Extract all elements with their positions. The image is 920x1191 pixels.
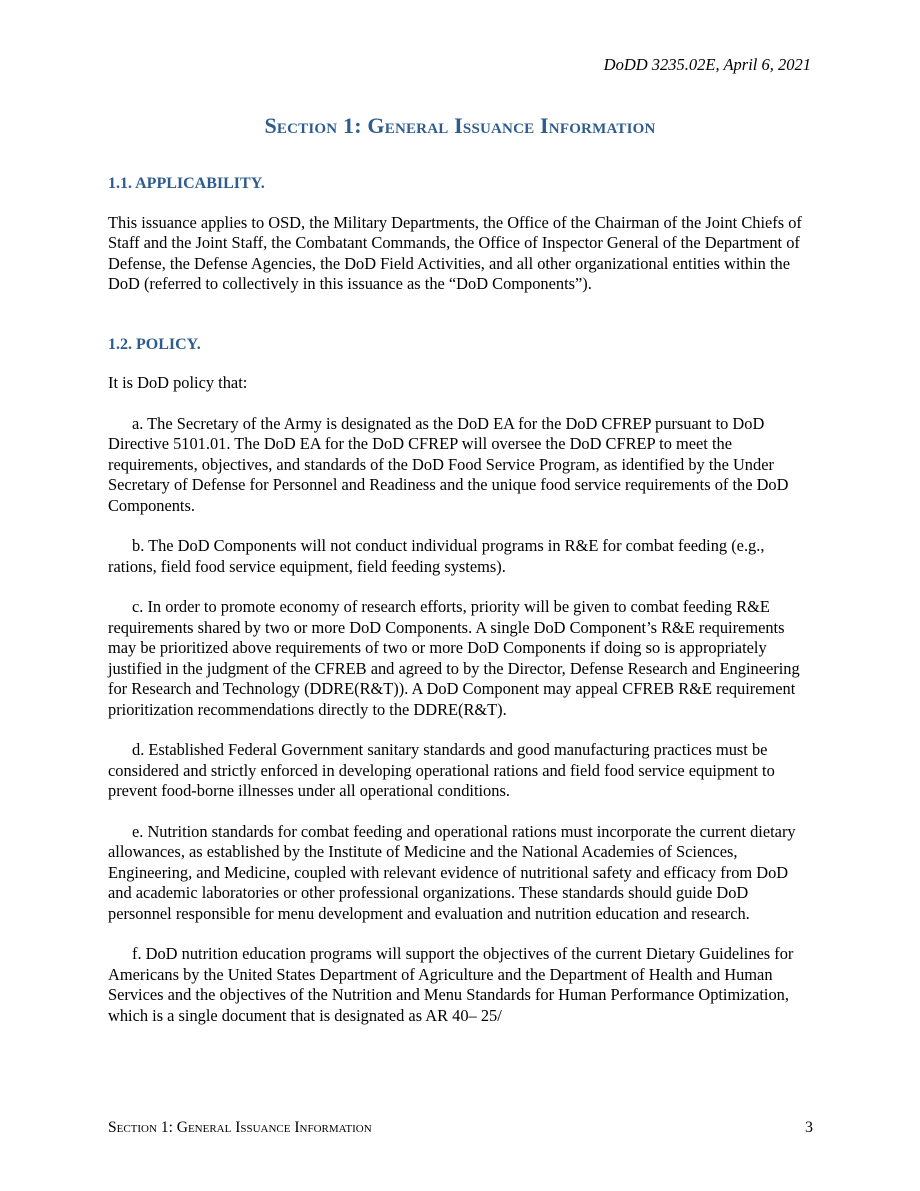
policy-heading: 1.2. POLICY. bbox=[108, 335, 201, 353]
page-footer bbox=[108, 1119, 813, 1137]
document-body bbox=[108, 174, 813, 1026]
policy-item-f: f. DoD nutrition education programs will support the objectives of the current Dietary Guidelines for Americans by the United States Department of Agriculture and the Department of Health and Human Services and the objectives of the Nutrition and Menu Standards for Human Performance Optimization, which is a single document that is designated as AR 40– 25/ bbox=[108, 944, 794, 1025]
policy-intro: It is DoD policy that: bbox=[108, 373, 248, 392]
policy-item-a: a. The Secretary of the Army is designated as the DoD EA for the DoD CFREP pursuant to DoD Directive 5101.01. The DoD EA for the DoD CFREP will oversee the DoD CFREP to meet the requirements, objectives, and standards of the DoD Food Service Program, as identified by the Under Secretary of Defense for Personnel and Readiness and the unique food service requirements of the DoD Components. bbox=[108, 413, 789, 515]
policy-item-e: e. Nutrition standards for combat feeding and operational rations must incorporate the current dietary allowances, as established by the Institute of Medicine and the National Academies of Sciences, Engineering, and Medicine, coupled with relevant evidence of nutritional safety and efficacy from DoD and academic laboratories or other professional organizations. These standards should guide DoD personnel responsible for menu development and evaluation and nutrition education and research. bbox=[108, 821, 796, 923]
page-number: 3 bbox=[805, 1119, 813, 1136]
footer-section-label: Section 1: General Issuance Information bbox=[108, 1119, 372, 1136]
document-header: DoDD 3235.02E, April 6, 2021 bbox=[603, 55, 811, 74]
applicability-heading: 1.1. APPLICABILITY. bbox=[108, 175, 265, 192]
section-title: Section 1: General Issuance Information bbox=[264, 113, 656, 138]
policy-item-b: b. The DoD Components will not conduct individual programs in R&E for combat feeding (e.g., rations, field food service equipment, field feeding systems). bbox=[108, 536, 765, 576]
applicability-text: This issuance applies to OSD, the Military Departments, the Office of the Chairman of the Joint Chiefs of Staff and the Joint Staff, the Combatant Commands, the Office of Inspector General of the Department of Defense, the Defense Agencies, the DoD Field Activities, and all other organizational entities within the DoD (referred to collectively in this issuance as the “DoD Components”). bbox=[108, 212, 802, 293]
policy-item-d: d. Established Federal Government sanitary standards and good manufacturing practices must be considered and strictly enforced in developing operational rations and field food service equipment to prevent food-borne illnesses under all operational conditions. bbox=[108, 740, 775, 800]
policy-item-c: c. In order to promote economy of research efforts, priority will be given to combat feeding R&E requirements shared by two or more DoD Components. A single DoD Component’s R&E requirements may be prioritized above requirements of two or more DoD Components if doing so is appropriately justified in the judgment of the CFREB and agreed to by the Director, Defense Research and Engineering for Research and Technology (DDRE(R&T)). A DoD Component may appeal CFREB R&E requirement prioritization recommendations directly to the DDRE(R&T). bbox=[108, 597, 800, 719]
